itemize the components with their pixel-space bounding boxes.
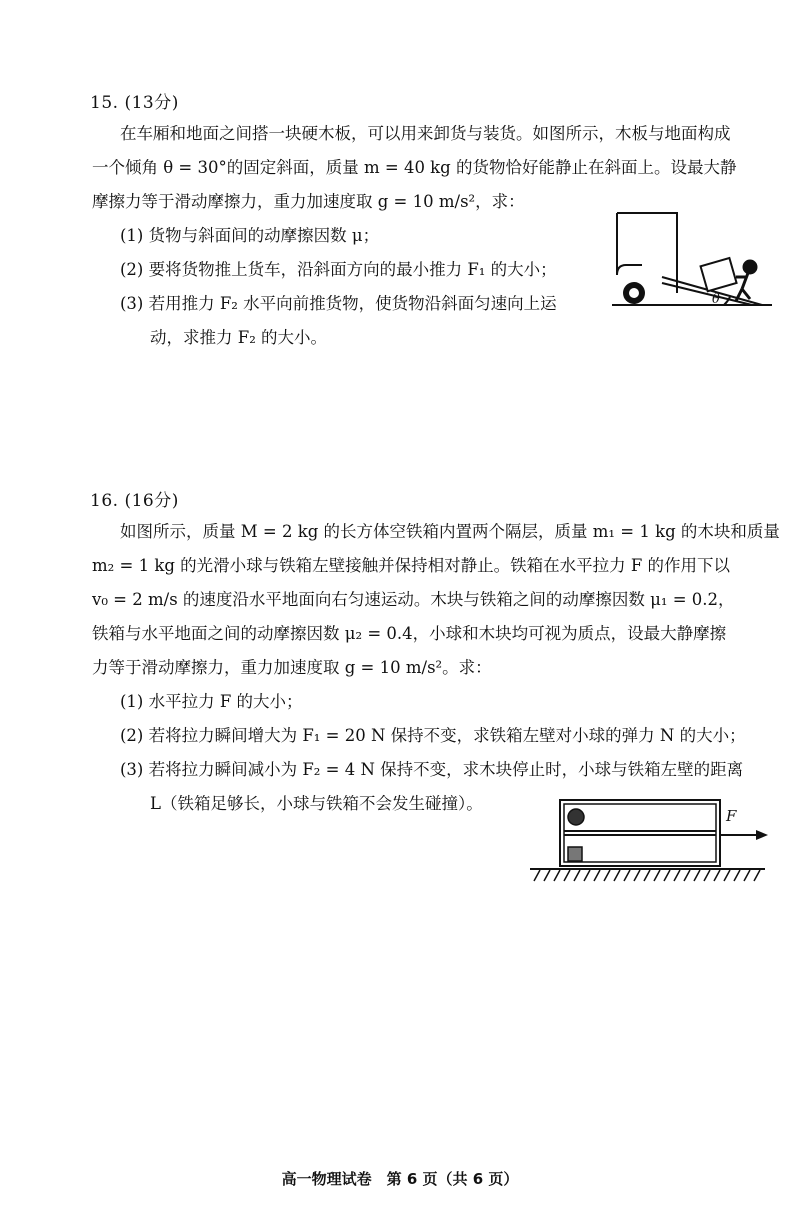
page-footer: 高一物理试卷 第 6 页（共 6 页） [281,1170,519,1188]
q15-item-1: (1) 货物与斜面间的动摩擦因数 μ； [120,226,380,245]
ball-icon [568,809,584,825]
q16-line-2: m₂ = 1 kg 的光滑小球与铁箱左壁接触并保持相对静止。铁箱在水平拉力 F 的作用下以 [92,556,731,575]
ground-hatching [534,870,760,881]
force-label: F [726,807,737,825]
q15-number: 15. (13分) [90,93,179,113]
q16-line-4: 铁箱与水平地面之间的动摩擦因数 μ₂ = 0.4，小球和木块均可视为质点，设最大静摩擦 [92,624,727,643]
q16-item-3: (3) 若将拉力瞬间减小为 F₂ = 4 N 保持不变，求木块停止时，小球与铁箱左壁的距离 [120,760,744,779]
q16-item-1: (1) 水平拉力 F 的大小； [120,692,303,711]
block-icon [568,847,582,861]
q15-line-1: 在车厢和地面之间搭一块硬木板，可以用来卸货与装货。如图所示，木板与地面构成 [120,124,731,143]
q16-item-2: (2) 若将拉力瞬间增大为 F₁ = 20 N 保持不变，求铁箱左壁对小球的弹力 N 的大小； [120,726,746,745]
q16-line-1: 如图所示，质量 M = 2 kg 的长方体空铁箱内置两个隔层，质量 m₁ = 1 kg 的木块和质量 [120,522,780,541]
cargo-box-icon [701,258,737,291]
q16-line-5: 力等于滑动摩擦力，重力加速度取 g = 10 m/s²。求： [92,658,492,677]
q16-number: 16. (16分) [90,491,179,511]
q15-figure-truck-ramp [612,205,792,325]
q15-line-3: 摩擦力等于滑动摩擦力，重力加速度取 g = 10 m/s²，求： [92,192,525,211]
person-icon [736,261,756,301]
force-arrow-icon [720,830,768,840]
theta-label: θ [712,292,720,307]
q16-line-3: v₀ = 2 m/s 的速度沿水平地面向右匀速运动。木块与铁箱之间的动摩擦因数 μ₁ = 0.2， [92,590,735,609]
q15-line-2: 一个倾角 θ = 30°的固定斜面，质量 m = 40 kg 的货物恰好能静止在斜面上。设最大静 [92,158,737,177]
q15-item-3-cont: 动，求推力 F₂ 的大小。 [150,328,328,347]
q16-figure-iron-box [530,795,770,895]
q16-item-3-cont: L（铁箱足够长，小球与铁箱不会发生碰撞）。 [150,794,483,813]
q15-item-3: (3) 若用推力 F₂ 水平向前推货物，使货物沿斜面匀速向上运 [120,294,557,313]
q15-item-2: (2) 要将货物推上货车，沿斜面方向的最小推力 F₁ 的大小； [120,260,557,279]
